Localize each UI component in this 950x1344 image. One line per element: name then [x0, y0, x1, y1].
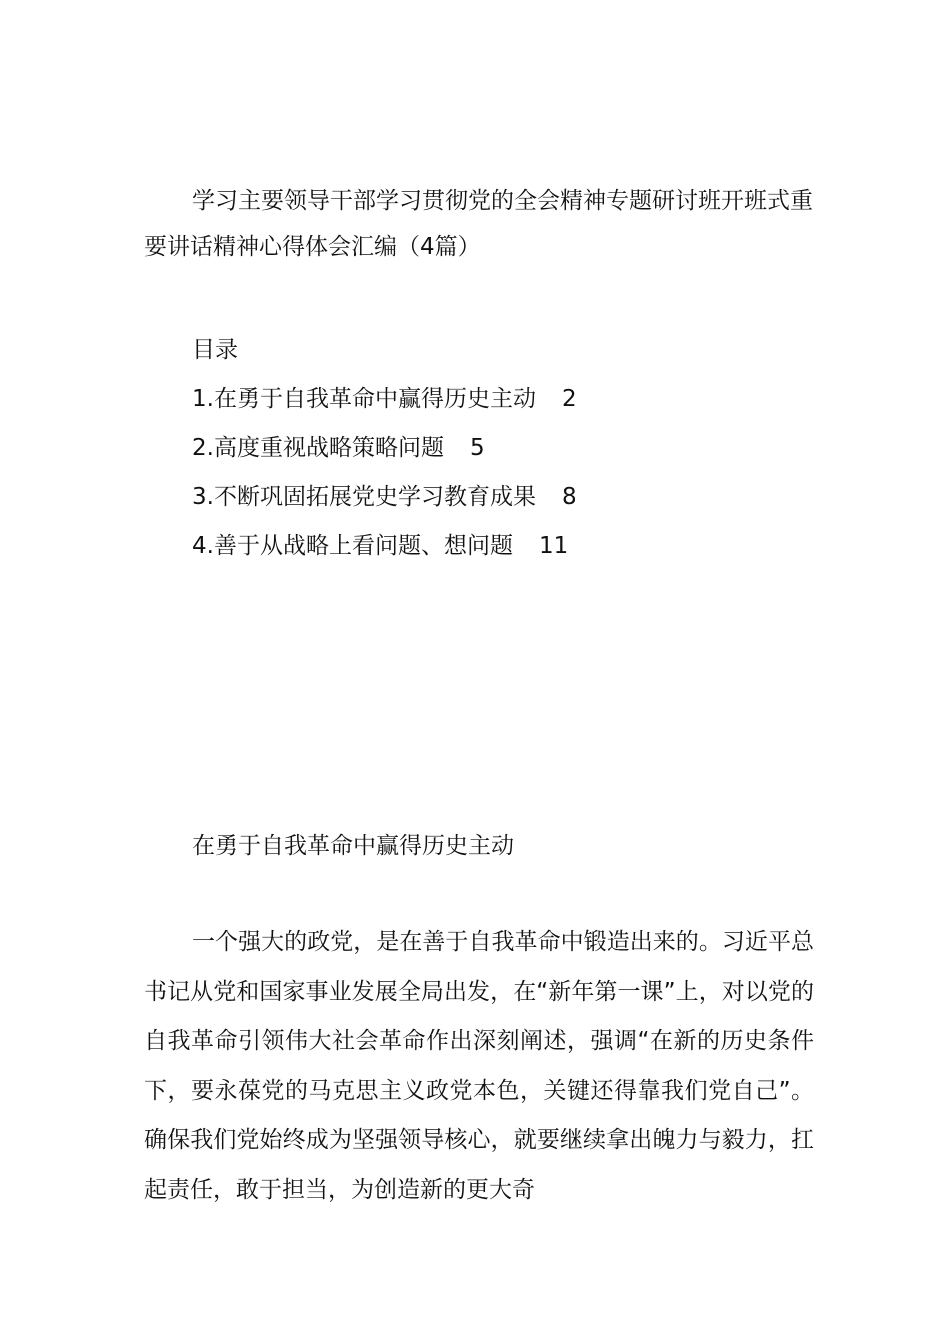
toc-item-label: 2.高度重视战略策略问题: [192, 435, 444, 461]
toc-item[interactable]: [192, 522, 577, 571]
toc-item-page: 8: [561, 484, 577, 510]
document-title: 学习主要领导干部学习贯彻党的全会精神专题研讨班开班式重要讲话精神心得体会汇编（4篇）: [144, 188, 813, 260]
section-heading: 在勇于自我革命中赢得历史主动: [192, 833, 514, 859]
toc-item-page: 5: [469, 435, 485, 461]
toc-item-label: 4.善于从战略上看问题、想问题: [192, 533, 513, 559]
body-paragraph: 一个强大的政党，是在善于自我革命中锻造出来的。习近平总书记从党和国家事业发展全局出发，在“新年第一课”上，对以党的自我革命引领伟大社会革命作出深刻阐述，强调“在新的历史条件下，要永葆党的马克思主义政党本色，关键还得靠我们党自己”。确保我们党始终成为坚强领导核心，就要继续拿出魄力与毅力，扛起责任，敢于担当，为创造新的更大奇: [144, 929, 814, 1203]
toc-item-label: 1.在勇于自我革命中赢得历史主动: [192, 386, 536, 412]
toc-item[interactable]: [192, 473, 577, 522]
toc-heading: 目录: [192, 337, 238, 363]
toc-item-page: 11: [538, 533, 569, 559]
toc-item[interactable]: [192, 424, 577, 473]
toc-item-label: 3.不断巩固拓展党史学习教育成果: [192, 484, 536, 510]
toc-item[interactable]: [192, 375, 577, 424]
toc-item-page: 2: [561, 386, 577, 412]
table-of-contents: [192, 326, 577, 571]
